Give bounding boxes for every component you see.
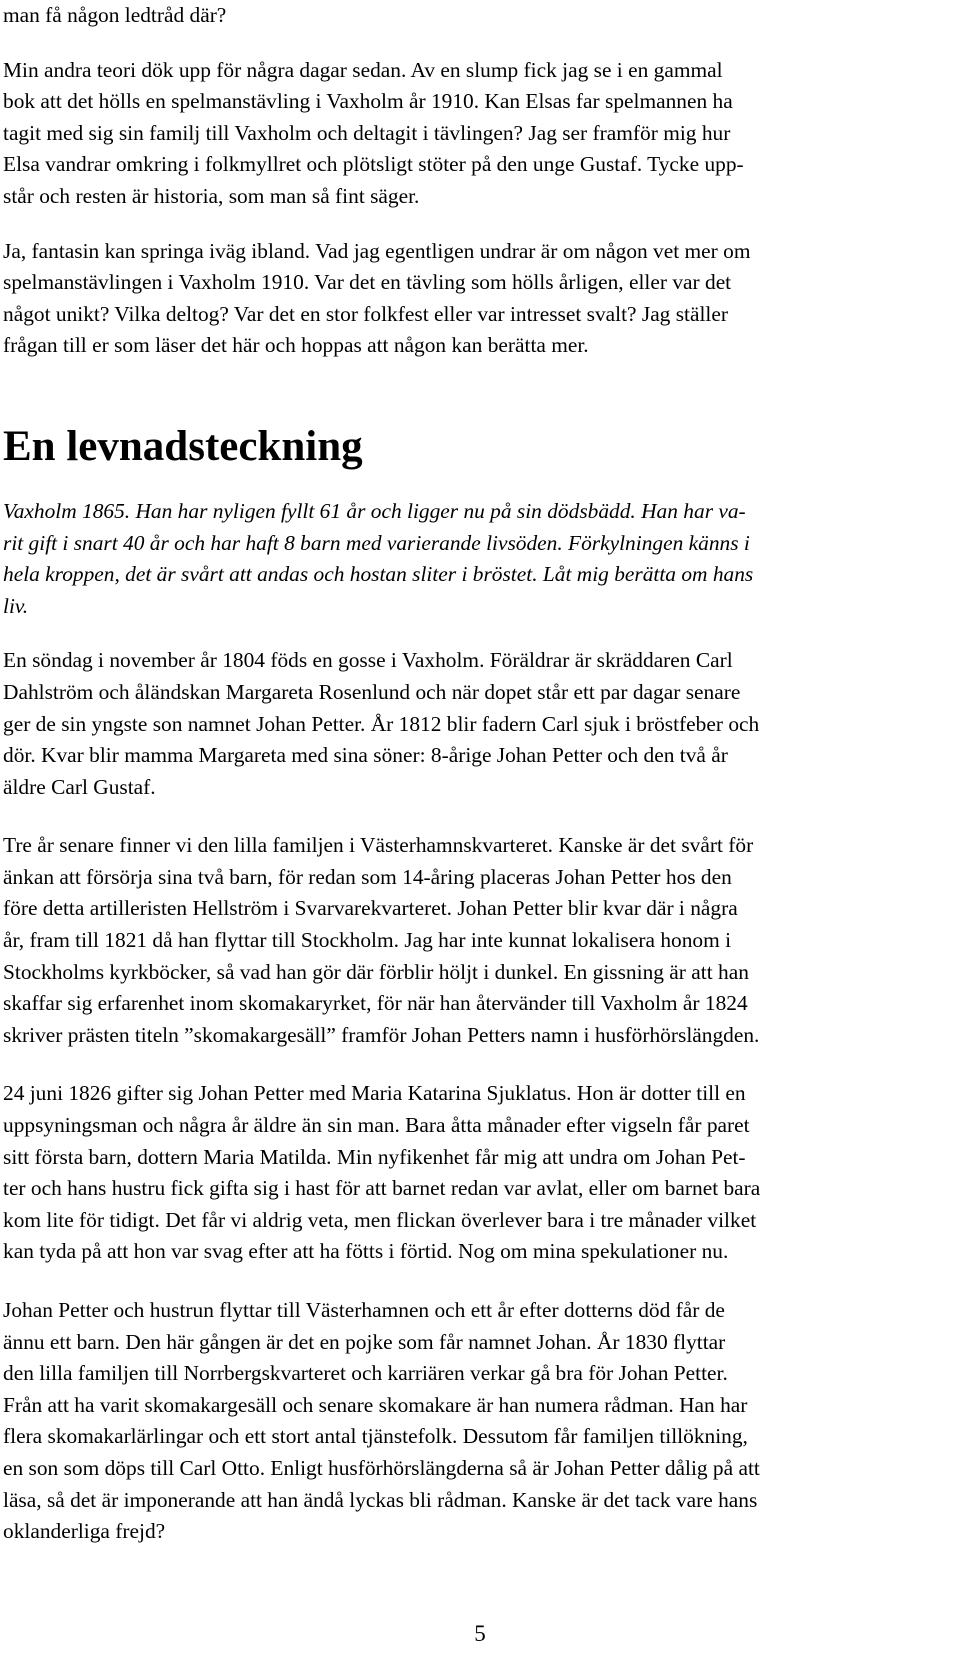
paragraph-fragment: man få någon ledtråd där? bbox=[3, 3, 227, 27]
paragraph-theory: Min andra teori dök upp för några dagar sedan. Av en slump fick jag se i en gammal bok att det hölls en spelmanstävling i Vaxholm år 1910. Kan Elsas far spelmannen ha tagit med sig sin familj till Vaxholm och deltagit i tävlingen? Jag ser framför mig hur Elsa vandrar omkring i folkmyllret och plötsligt stöter på den unge Gustaf. Tycke upp- står och resten är historia, som man så fint säger. bbox=[3, 57, 744, 208]
page-number: 5 bbox=[474, 1621, 486, 1646]
paragraph-intro-italic: Vaxholm 1865. Han har nyligen fyllt 61 år och ligger nu på sin dödsbädd. Han har va- rit gift i snart 40 år och har haft 8 barn med varierande livsöden. Förkylningen känns i hela kroppen, det är svårt att andas och hostan sliter i bröstet. Låt mig berätta om hans liv. bbox=[3, 498, 754, 618]
section-heading: En levnadsteckning bbox=[3, 422, 363, 470]
paragraph-birth: En söndag i november år 1804 föds en gosse i Vaxholm. Föräldrar är skräddaren Carl Dahlström och åländskan Margareta Rosenlund och när dopet står ett par dagar senare ger de sin yngste son namnet Johan Petter. År 1812 blir fadern Carl sjuk i bröstfeber och dör. Kvar blir mamma Margareta med sina söner: 8-årige Johan Petter och den två år äldre Carl Gustaf. bbox=[3, 648, 760, 799]
paragraph-career: Johan Petter och hustrun flyttar till Västerhamnen och ett år efter dotterns död får de ännu ett barn. Den här gången är det en pojke som får namnet Johan. År 1830 flyttar den lilla familjen till Norrbergskvarteret och karriären verkar gå bra för Johan Petter. Från att ha varit skomakargesäll och senare skomakare är han numera rådman. Han har flera skomakarlärlingar och ett stort antal tjänstefolk. Dessutom får familjen tillökning, en son som döps till Carl Otto. Enligt husförhörslängderna så är Johan Petter dålig på att läsa, så det är imponerande att han ändå lyckas bli rådman. Kanske är det tack vare hans oklanderliga frejd? bbox=[3, 1298, 760, 1544]
text-column bbox=[3, 0, 948, 1548]
paragraph-youth: Tre år senare finner vi den lilla familjen i Västerhamnskvarteret. Kanske är det svårt för änkan att försörja sina två barn, för redan som 14-åring placeras Johan Petter hos den före detta artilleristen Hellström i Svarvarekvarteret. Johan Petter blir kvar där i några år, fram till 1821 då han flyttar till Stockholm. Jag har inte kunnat lokalisera honom i Stockholms kyrkböcker, så vad han gör där förblir höljt i dunkel. En gissning är att han skaffar sig erfarenhet inom skomakaryrket, för när han återvänder till Vaxholm år 1824 skriver prästen titeln ”skomakargesäll” framför Johan Petters namn i husförhörslängden. bbox=[3, 833, 760, 1047]
paragraph-marriage: 24 juni 1826 gifter sig Johan Petter med Maria Katarina Sjuklatus. Hon är dotter till en uppsyningsman och några år äldre än sin man. Bara åtta månader efter vigseln får paret sitt första barn, dottern Maria Matilda. Min nyfikenhet får mig att undra om Johan Pet- ter och hans hustru fick gifta sig i hast för att barnet redan var avlat, eller om barnet bara kom lite för tidigt. Det får vi aldrig veta, men flickan överlever bara i tre månader vilket kan tyda på att hon var svag efter att ha fötts i förtid. Nog om mina spekulationer nu. bbox=[3, 1081, 761, 1264]
paragraph-question: Ja, fantasin kan springa iväg ibland. Vad jag egentligen undrar är om någon vet mer om spelmanstävlingen i Vaxholm 1910. Var det en tävling som hölls årligen, eller var det något unikt? Vilka deltog? Var det en stor folkfest eller var intresset svalt? Jag ställer frågan till er som läser det här och hoppas att någon kan berätta mer. bbox=[3, 238, 751, 358]
